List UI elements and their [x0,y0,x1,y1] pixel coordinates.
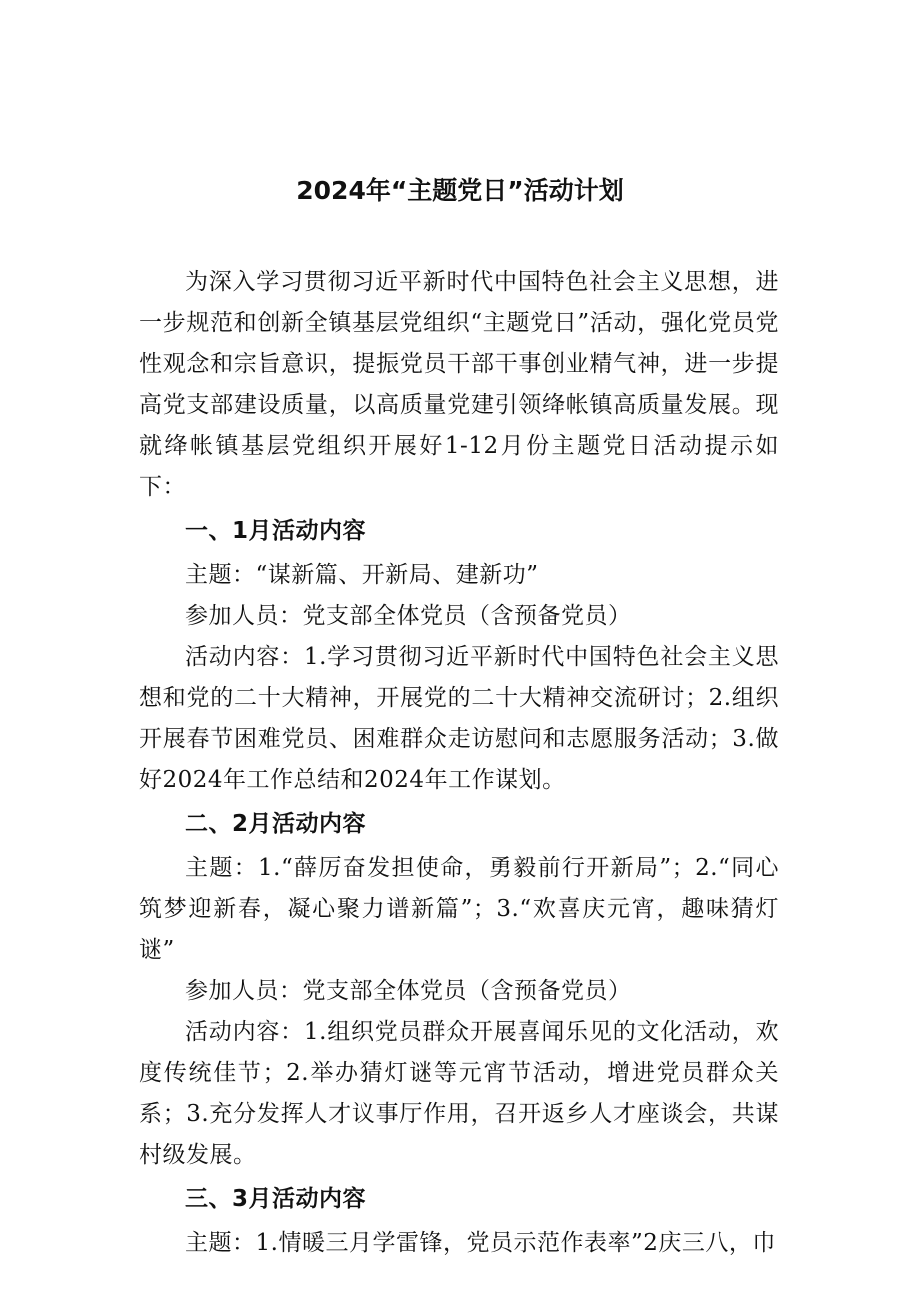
section-heading-march: 三、3月活动内容 [185,1186,367,1212]
intro-paragraph: 为深入学习贯彻习近平新时代中国特色社会主义思想，进一步规范和创新全镇基层党组织“主题党日”活动，强化党员党性观念和宗旨意识，提振党员干部干事创业精气神，进一步提高党支部建设质量，以高质量党建引领绛帐镇高质量发展。现就绛帐镇基层党组织开展好1-12月份主题党日活动提示如下： [139,269,779,500]
section-participants-january: 参加人员：党支部全体党员（含预备党员） [185,603,632,629]
section-theme-february: 主题：1.“薛厉奋发担使命，勇毅前行开新局”；2.“同心筑梦迎新春，凝心聚力谱新篇”；3.“欢喜庆元宵，趣味猜灯谜” [139,855,779,963]
section-theme-january: 主题：“谋新篇、开新局、建新功” [185,562,539,588]
section-content-february: 活动内容：1.组织党员群众开展喜闻乐见的文化活动，欢度传统佳节；2.举办猜灯谜等元宵节活动，增进党员群众关系；3.充分发挥人才议事厅作用，召开返乡人才座谈会，共谋村级发展。 [139,1019,779,1168]
document-title: 2024年“主题党日”活动计划 [296,176,624,205]
document-body [139,262,779,1264]
section-heading-february: 二、2月活动内容 [185,811,367,837]
section-heading-january: 一、1月活动内容 [185,518,367,544]
section-theme-march: 主题：1.情暖三月学雷锋，党员示范作表率”2庆三八，巾 [185,1230,776,1256]
section-content-january: 活动内容：1.学习贯彻习近平新时代中国特色社会主义思想和党的二十大精神，开展党的二十大精神交流研讨；2.组织开展春节困难党员、困难群众走访慰问和志愿服务活动；3.做好2024年工作总结和2024年工作谋划。 [139,644,779,793]
section-participants-february: 参加人员：党支部全体党员（含预备党员） [185,978,632,1004]
